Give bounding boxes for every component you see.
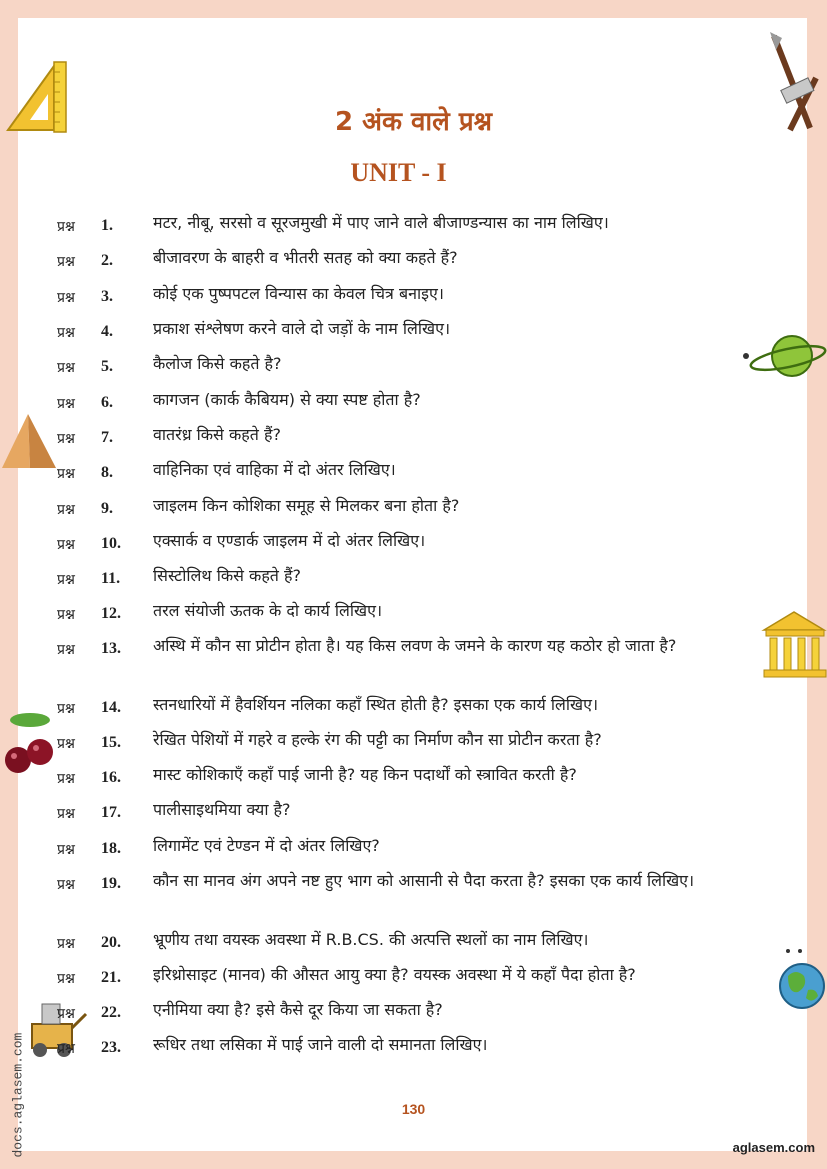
question-label: प्रश्न — [57, 254, 75, 270]
unit-heading: UNIT - I — [350, 158, 447, 187]
question-label: प्रश्न — [57, 396, 75, 412]
page-title: 2 अंक वाले प्रश्न — [334, 107, 493, 137]
question-label: प्रश्न — [57, 572, 75, 588]
question-label: प्रश्न — [57, 502, 75, 518]
question-text: एनीमिया क्या है? इसे कैसे दूर किया जा सकता है? — [153, 1000, 443, 1019]
question-text: प्रकाश संश्लेषण करने वाले दो जड़ों के नाम लिखिए। — [153, 319, 451, 338]
question-label: प्रश्न — [57, 701, 75, 717]
question-number: 1. — [101, 217, 113, 234]
question-text: अस्थि में कौन सा प्रोटीन होता है। यह किस लवण के जमने के कारण यह कठोर हो जाता है? — [153, 636, 677, 655]
question-label: प्रश्न — [57, 466, 75, 482]
question-text: तरल संयोजी ऊतक के दो कार्य लिखिए। — [153, 601, 383, 620]
question-label: प्रश्न — [57, 736, 75, 752]
question-text: एक्सार्क व एण्डार्क जाइलम में दो अंतर लिखिए। — [153, 531, 426, 550]
question-number: 12. — [101, 605, 121, 622]
question-label: प्रश्न — [57, 877, 75, 893]
question-text: लिगामेंट एवं टेण्डन में दो अंतर लिखिए? — [153, 836, 380, 855]
question-number: 19. — [101, 875, 121, 892]
question-number: 4. — [101, 323, 113, 340]
question-label: प्रश्न — [57, 642, 75, 658]
question-text: इरिथ्रोसाइट (मानव) की औसत आयु क्या है? वयस्क अवस्था में ये कहाँ पैदा होता है? — [153, 965, 636, 984]
question-number: 7. — [101, 429, 113, 446]
question-text: स्तनधारियों में हैवर्शियन नलिका कहाँ स्थित होती है? इसका एक कार्य लिखिए। — [153, 695, 599, 714]
question-text: मास्ट कोशिकाएँ कहाँ पाई जानी है? यह किन पदार्थों को स्त्रावित करती है? — [153, 765, 577, 784]
site-watermark: aglasem.com — [732, 1140, 815, 1155]
question-label: प्रश्न — [57, 290, 75, 306]
question-label: प्रश्न — [57, 971, 75, 987]
question-number: 2. — [101, 252, 113, 269]
question-number: 3. — [101, 288, 113, 305]
pyramid-icon — [0, 412, 58, 470]
question-text: सिस्टोलिथ किसे कहते हैं? — [153, 566, 302, 585]
question-number: 11. — [101, 570, 121, 587]
question-text: बीजावरण के बाहरी व भीतरी सतह को क्या कहते हैं? — [153, 248, 458, 267]
question-number: 5. — [101, 358, 113, 375]
question-text: वातरंध्र किसे कहते हैं? — [153, 425, 281, 444]
question-label: प्रश्न — [57, 1041, 75, 1057]
question-label: प्रश्न — [57, 360, 75, 376]
question-number: 23. — [101, 1039, 121, 1056]
robot-machine-icon — [18, 996, 88, 1060]
question-text: पालीसाइथमिया क्या है? — [153, 800, 291, 819]
question-label: प्रश्न — [57, 771, 75, 787]
question-text: कौन सा मानव अंग अपने नष्ट हुए भाग को आसानी से पैदा करता है? इसका एक कार्य लिखिए। — [153, 871, 695, 890]
question-number: 16. — [101, 769, 121, 786]
question-label: प्रश्न — [57, 1006, 75, 1022]
question-text: रूधिर तथा लसिका में पाई जाने वाली दो समानता लिखिए। — [153, 1035, 488, 1054]
question-label: प्रश्न — [57, 537, 75, 553]
question-number: 6. — [101, 394, 113, 411]
question-text: जाइलम किन कोशिका समूह से मिलकर बना होता है? — [153, 496, 460, 515]
question-number: 9. — [101, 500, 113, 517]
berries-icon — [0, 706, 60, 778]
side-watermark — [0, 1000, 26, 1160]
question-text: कैलोज किसे कहते है? — [153, 354, 282, 373]
question-number: 20. — [101, 934, 121, 951]
question-text: कोई एक पुष्पपटल विन्यास का केवल चित्र बनाइए। — [153, 284, 444, 303]
globe-icon — [776, 946, 827, 1012]
question-number: 13. — [101, 640, 121, 657]
question-label: प्रश्न — [57, 219, 75, 235]
question-number: 21. — [101, 969, 121, 986]
side-watermark-text: docs.aglasem.com — [10, 1032, 26, 1158]
question-text: कागजन (कार्क कैबियम) से क्या स्पष्ट होता है? — [153, 390, 421, 409]
question-number: 15. — [101, 734, 121, 751]
question-number: 14. — [101, 699, 121, 716]
question-text: वाहिनिका एवं वाहिका में दो अंतर लिखिए। — [153, 460, 396, 479]
question-number: 18. — [101, 840, 121, 857]
question-number: 17. — [101, 804, 121, 821]
question-text: मटर, नीबू, सरसो व सूरजमुखी में पाए जाने वाले बीजाण्डन्यास का नाम लिखिए। — [153, 213, 609, 232]
question-text: भ्रूणीय तथा वयस्क अवस्था में R.B.CS. की अत्पत्ति स्थलों का नाम लिखिए। — [153, 930, 589, 949]
page-number: 130 — [401, 1101, 426, 1117]
question-number: 8. — [101, 464, 113, 481]
question-label: प्रश्न — [57, 806, 75, 822]
temple-icon — [760, 608, 827, 680]
question-label: प्रश्न — [57, 607, 75, 623]
question-number: 10. — [101, 535, 121, 552]
question-text: रेखित पेशियों में गहरे व हल्के रंग की पट्टी का निर्माण कौन सा प्रोटीन करता है? — [153, 730, 602, 749]
question-label: प्रश्न — [57, 325, 75, 341]
question-label: प्रश्न — [57, 431, 75, 447]
question-label: प्रश्न — [57, 936, 75, 952]
question-number: 22. — [101, 1004, 121, 1021]
question-label: प्रश्न — [57, 842, 75, 858]
